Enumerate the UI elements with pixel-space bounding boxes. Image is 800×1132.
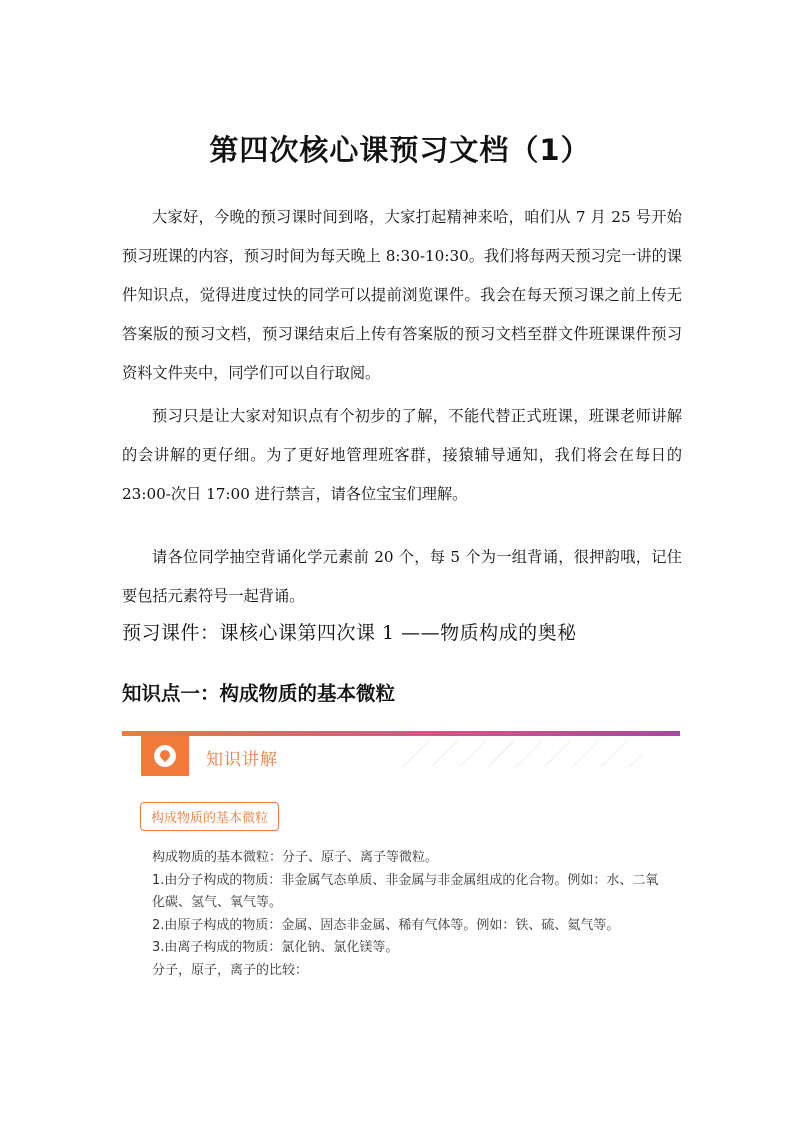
lesson-badge xyxy=(141,736,189,776)
lesson-image xyxy=(122,731,680,991)
lesson-content xyxy=(152,847,662,982)
lesson-line: 1.由分子构成的物质：非金属气态单质、非金属与非金属组成的化合物。例如：水、二氧化碳、氢气、氧气等。 xyxy=(152,872,659,910)
notice-paragraph: 预习只是让大家对知识点有个初步的了解，不能代替正式班课，班课老师讲解的会讲解的更仔细。为了更好地管理班客群，接猿辅导通知，我们将会在每日的 23:00-次日 17:00 进行禁言，请各位宝宝们理解。 xyxy=(122,407,682,503)
intro-paragraph: 大家好，今晚的预习课时间到咯，大家打起精神来哈，咱们从 7 月 25 号开始预习班课的内容，预习时间为每天晚上 8:30-10:30。我们将每两天预习完一讲的课件知识点，觉得进度过快的同学可以提前浏览课件。我会在每天预习课之前上传无答案版的预习文档，预习课结束后上传有答案版的预习文档至群文件班课课件预习资料文件夹中，同学们可以自行取阅。 xyxy=(122,208,682,382)
heart-icon xyxy=(154,745,176,767)
lesson-line: 3.由离子构成的物质：氯化钠、氯化镁等。 xyxy=(152,940,399,955)
lesson-line: 2.由原子构成的物质：金属、固态非金属、稀有气体等。例如：铁、硫、氦气等。 xyxy=(152,917,620,933)
lesson-gradient-bar xyxy=(122,731,680,736)
homework-paragraph: 请各位同学抽空背诵化学元素前 20 个，每 5 个为一组背诵，很押韵哦，记住要包括元素符号一起背诵。 xyxy=(122,548,682,605)
courseware-line: 预习课件：课核心课第四次课 1 ——物质构成的奥秘 xyxy=(122,622,577,644)
lesson-topic-tag: 构成物质的基本微粒 xyxy=(140,802,279,831)
lesson-line: 分子，原子，离子的比较： xyxy=(152,962,309,978)
lesson-watermark xyxy=(402,741,642,767)
document-title: 第四次核心课预习文档（1） xyxy=(209,133,591,167)
knowledge-point-heading: 知识点一：构成物质的基本微粒 xyxy=(122,682,396,705)
lesson-header: 知识讲解 xyxy=(206,750,278,770)
lesson-line: 构成物质的基本微粒：分子、原子、离子等微粒。 xyxy=(152,850,439,865)
